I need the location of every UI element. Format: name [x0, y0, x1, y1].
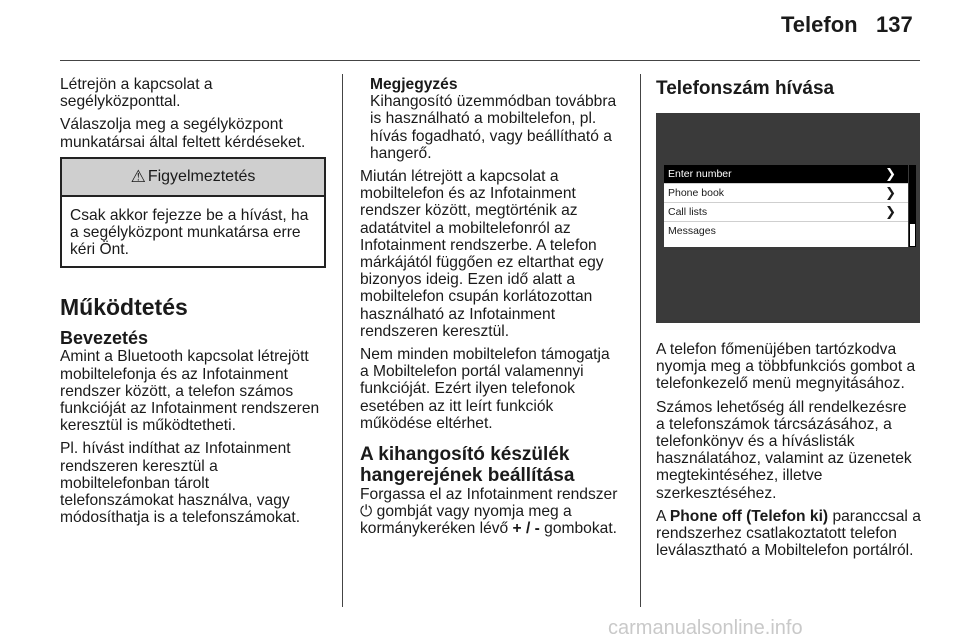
menu-item-label: Phone book [668, 187, 725, 199]
text-line: Válaszolja meg a segélyközpont [60, 116, 283, 134]
warning-body [62, 197, 324, 267]
text-line [656, 508, 924, 525]
text-line: mobiltelefonja és az Infotainment [60, 365, 288, 383]
text-line: leválasztható a Mobiltelefon portálról. [656, 542, 914, 560]
warning-icon: ⚠ [130, 167, 146, 187]
text-line: szerkesztéséhez. [656, 484, 777, 502]
column-divider-right [640, 74, 641, 607]
text-line: Pl. hívást indíthat az Infotainment [60, 440, 291, 458]
text-line: módosíthatja is a telefonszámokat. [60, 509, 301, 527]
text-line: segélyközponttal. [60, 93, 181, 111]
text-line: esetében az itt leírt funkciók [360, 397, 554, 415]
warning-box [60, 157, 326, 269]
page-header-title: Telefon [781, 12, 858, 37]
text-fragment: A [656, 507, 670, 525]
text-line: Számos lehetőség áll rendelkezésre [656, 398, 907, 416]
header-divider [60, 60, 920, 61]
text-line: a Mobiltelefon portál valamennyi [360, 363, 584, 381]
scrollbar-thumb[interactable] [910, 166, 915, 224]
menu-scrollbar[interactable] [909, 165, 916, 247]
text-line: mobiltelefon és az Infotainment [360, 185, 576, 203]
phone-menu-list [664, 165, 908, 247]
paragraph [60, 440, 328, 526]
text-line: funkcióját az Infotainment rendszeren [60, 400, 320, 418]
text-line: hívás fogadható, vagy beállítható a [370, 127, 612, 145]
menu-item-call-lists[interactable] [664, 203, 908, 222]
menu-item-label: Call lists [668, 206, 708, 218]
paragraph [360, 168, 630, 340]
text-line: Nem minden mobiltelefon támogatja [360, 346, 610, 364]
paragraph [60, 116, 328, 150]
text-line: telefonkezelő menü megnyitásához. [656, 375, 905, 393]
text-line: hangerő. [370, 144, 432, 162]
text-line: Csak akkor fejezze be a hívást, ha [70, 206, 309, 224]
text-line: rendszerhez csatlakoztatott telefon [656, 525, 897, 543]
text-line: Kihangosító üzemmódban továbbra [370, 93, 617, 111]
warning-header [62, 159, 324, 197]
paragraph [360, 346, 630, 432]
note-title: Megjegyzés [370, 76, 458, 93]
text-line: funkcióját. Ezért ilyen telefonok [360, 380, 575, 398]
text-line: a telefonszámok tárcsázásához, a [656, 415, 892, 433]
text-line [360, 520, 630, 537]
text-line: keresztül is működtetheti. [60, 417, 236, 435]
note-block [360, 76, 630, 162]
button-reference: + / - [512, 520, 540, 538]
text-fragment: gombját vagy nyomja meg a [372, 503, 572, 521]
volume-heading [360, 444, 630, 486]
heading-line: A kihangosító készülék [360, 444, 570, 466]
text-line: Amint a Bluetooth kapcsolat létrejött [60, 348, 309, 366]
text-line [360, 503, 630, 520]
watermark: carmanualsonline.info [608, 617, 803, 639]
menu-item-label: Messages [668, 225, 716, 237]
text-line: bizonyos ideig. Ezen idő alatt a [360, 271, 575, 289]
paragraph [656, 399, 924, 502]
text-line: Infotainment rendszerbe. A telefon [360, 236, 597, 254]
menu-item-messages[interactable] [664, 222, 908, 240]
text-line: rendszer között, megtörténik az [360, 202, 578, 220]
command-reference: Phone off (Telefon ki) [669, 507, 829, 525]
text-line: rendszer között, a telefon számos [60, 382, 294, 400]
text-fragment: kormánykeréken lévő [360, 520, 513, 538]
text-line: márkájától függően ez eltarthat egy [360, 254, 604, 272]
heading-line: hangerejének beállítása [360, 465, 575, 487]
text-line: Miután létrejött a kapcsolat a [360, 168, 559, 186]
paragraph [60, 348, 328, 434]
text-line: mobiltelefonban tárolt [60, 474, 210, 492]
text-line: használható az Infotainment [360, 305, 556, 323]
text-line: rendszeren keresztül a [60, 457, 218, 475]
text-line: Létrejön a kapcsolat a [60, 76, 213, 93]
chevron-right-icon: ❯ [885, 204, 896, 219]
page-number: 137 [876, 12, 913, 37]
warning-title: Figyelmeztetés [147, 168, 256, 186]
paragraph [360, 486, 630, 538]
call-heading: Telefonszám hívása [656, 78, 835, 99]
text-line: a segélyközpont munkatársa erre [70, 224, 301, 242]
column-divider-left [342, 74, 343, 607]
paragraph [656, 508, 924, 560]
text-line: mobiltelefon csupán korlátozottan [360, 288, 593, 306]
chevron-right-icon: ❯ [885, 185, 896, 200]
text-line: rendszeren keresztül. [360, 322, 510, 340]
subsection-title: Bevezetés [60, 328, 149, 349]
menu-item-enter-number[interactable] [664, 165, 908, 184]
menu-item-phone-book[interactable] [664, 184, 908, 203]
text-line: is használható a mobiltelefon, pl. [370, 110, 597, 128]
text-line: telefonszámokat használva, vagy [60, 492, 290, 510]
text-line: nyomja meg a többfunkciós gombot a [656, 358, 916, 376]
text-line: A telefon főmenüjében tartózkodva [656, 341, 897, 358]
text-line: Forgassa el az Infotainment rendszer [360, 486, 618, 504]
text-line: megtekintéséhez, illetve [656, 467, 823, 485]
text-fragment: gombokat. [539, 520, 617, 538]
text-line: használatához, valamint az üzenetek [656, 450, 912, 468]
phone-menu-screenshot [656, 113, 920, 323]
paragraph [656, 341, 924, 393]
column-1 [60, 76, 328, 532]
text-line: munkatársai által feltett kérdéseket. [60, 133, 306, 151]
text-line: kéri Önt. [70, 241, 129, 259]
paragraph [60, 76, 328, 110]
text-line: működése eltérhet. [360, 414, 493, 432]
section-title: Működtetés [60, 294, 188, 321]
chevron-right-icon: ❯ [885, 166, 896, 181]
column-2 [360, 76, 630, 544]
power-icon: ⏻ [360, 503, 373, 521]
text-line: adatátvitel a mobiltelefonról az [360, 219, 571, 237]
text-line: telefonkönyv és a híváslisták [656, 433, 855, 451]
text-fragment: paranccsal a [828, 507, 921, 525]
menu-item-label: Enter number [668, 168, 732, 180]
column-3 [656, 76, 924, 565]
